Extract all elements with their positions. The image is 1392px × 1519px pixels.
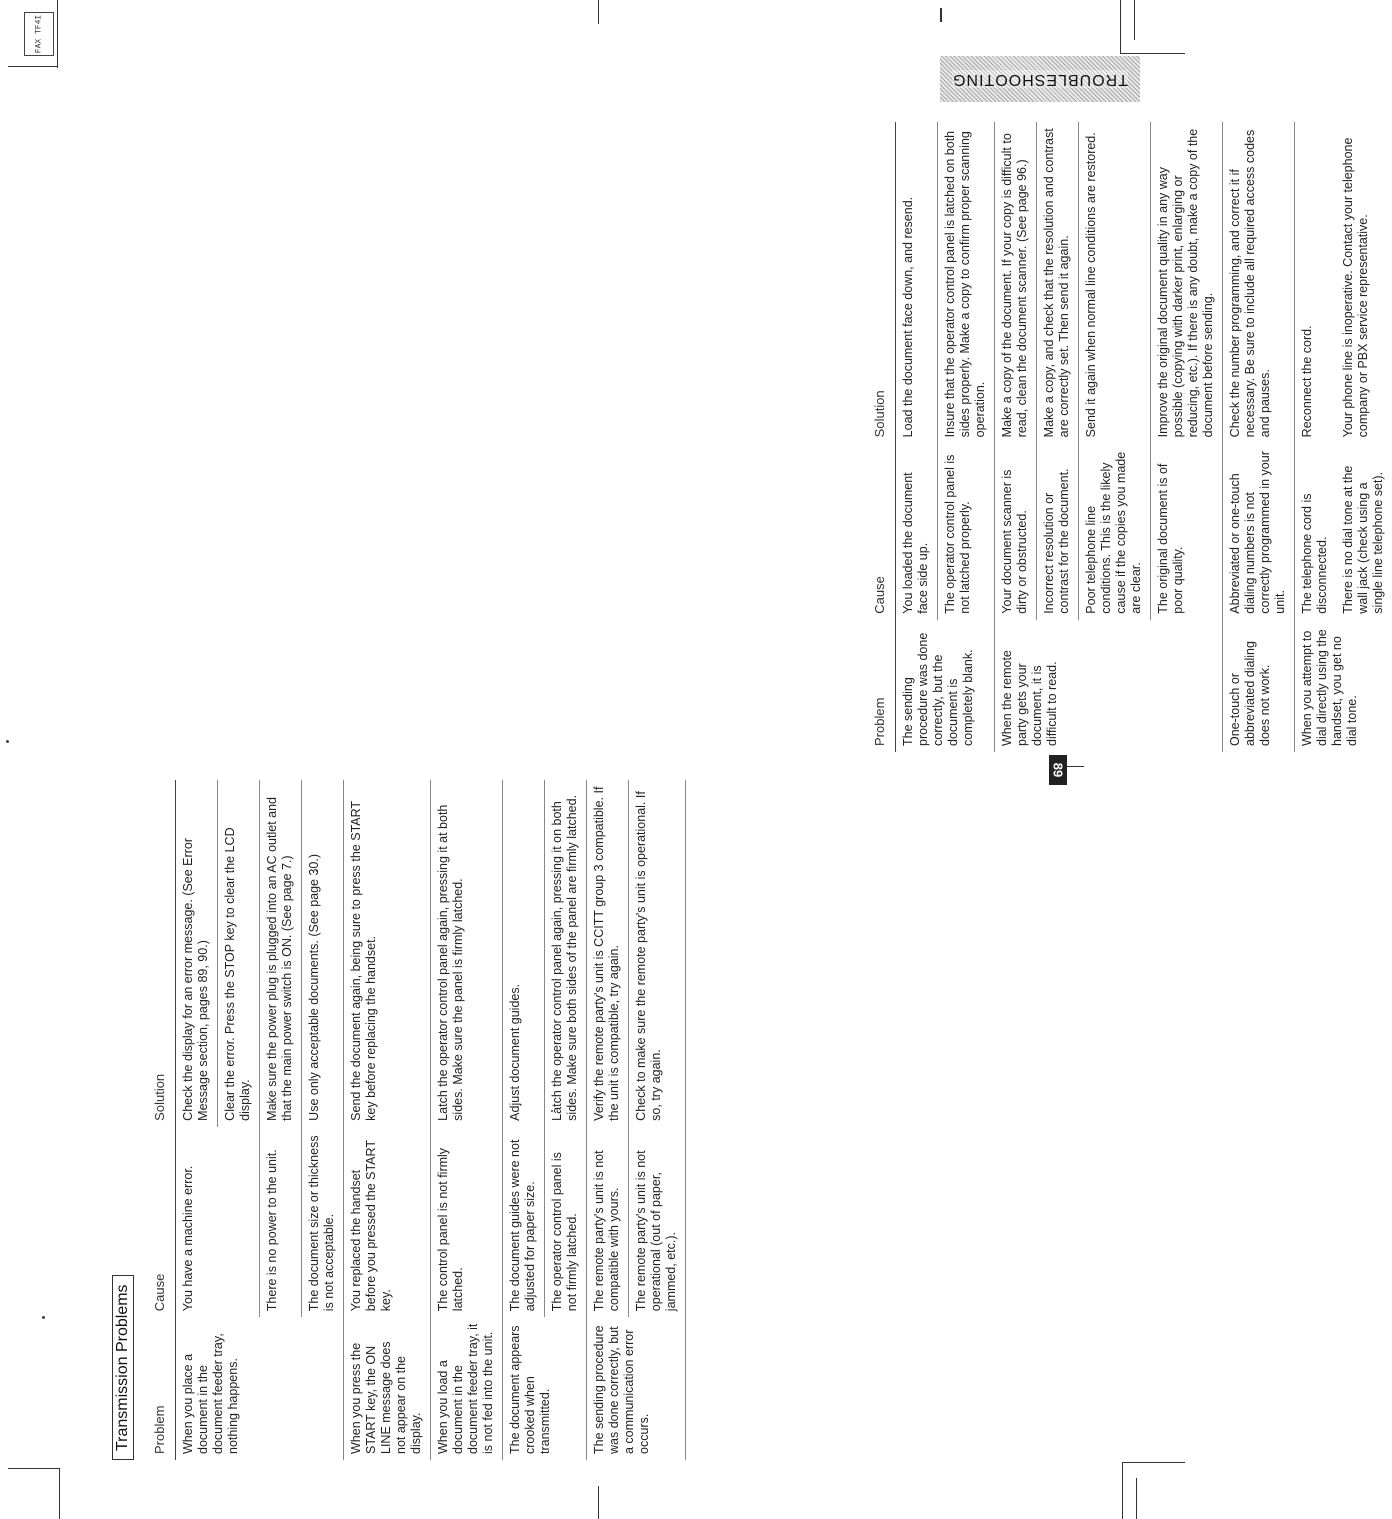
- crop-mark: [1122, 1462, 1185, 1463]
- crop-mark: [598, 0, 599, 24]
- crop-mark: [1066, 766, 1084, 767]
- solution-cell: Verify the remote party's unit is CCITT group 3 compatible. If the unit is compatible, try again.: [587, 780, 629, 1127]
- header-cause: Cause: [150, 1127, 176, 1317]
- problem-cell: When you attempt to dial directly using the handset, you get no dial tone.: [1300, 629, 1359, 746]
- page-number-text: 89: [1050, 762, 1066, 778]
- cause-cell: [218, 1127, 260, 1317]
- solution-cell: Send the document again, being sure to press the START key before replacing the handset.: [344, 780, 431, 1127]
- problem-cell: The document appears crooked when transmitted.: [503, 1317, 587, 1460]
- cause-cell: Poor telephone line conditions. This is the likely cause if the copies you made are clear.: [1079, 443, 1151, 619]
- page-number: [1049, 755, 1067, 785]
- problem-cell: When you load a document in the document feeder tray, it is not fed into the unit.: [431, 1317, 503, 1460]
- cause-cell: You replaced the handset before you pressed the START key.: [344, 1127, 431, 1317]
- solution-cell: Your phone line is inoperative. Contact your telephone company or PBX service representative.: [1341, 137, 1370, 438]
- header-solution: Solution: [150, 780, 176, 1127]
- crop-mark: [1120, 0, 1121, 54]
- table-row: [344, 780, 431, 1460]
- cause-cell: The document size or thickness is not acceptable.: [302, 1127, 344, 1317]
- crop-mark: [1122, 1462, 1123, 1519]
- header-problem: Problem: [870, 620, 896, 752]
- table-row: [995, 122, 1037, 752]
- cause-cell: The remote party's unit is not compatible with yours.: [587, 1127, 629, 1317]
- solution-cell: Use only acceptable documents. (See page 30.): [302, 780, 344, 1127]
- problem-cell: When the remote party gets your document, it is difficult to read.: [995, 620, 1223, 752]
- problem-cell: The sending procedure was done correctly, but a communication error occurs.: [587, 1317, 686, 1460]
- solution-cell: Load the document face down, and resend.: [896, 122, 938, 443]
- transmission-problems-table-1: [150, 780, 686, 1460]
- problem-cell: When you press the START key, the ON LINE message does not appear on the display.: [344, 1317, 431, 1460]
- solution-cell: Latch the operator control panel again, pressing it at both sides. Make sure the panel is firmly latched.: [431, 780, 503, 1127]
- corner-tag: [24, 12, 54, 56]
- table-row: [896, 122, 938, 752]
- table-row: [176, 780, 218, 1460]
- cause-cell: The operator control panel is not firmly latched.: [545, 1127, 587, 1317]
- solution-cell: Insure that the operator control panel is latched on both sides properly. Make a copy to confirm proper scanning operation.: [938, 122, 995, 443]
- problem-cell: One-touch or abbreviated dialing does not work.: [1223, 620, 1295, 752]
- problem-cell: When you place a document in the document feeder tray, nothing happens.: [176, 1317, 344, 1460]
- crop-mark: [598, 1486, 599, 1519]
- section-tab: [940, 56, 1140, 102]
- solution-cell: Reconnect the cord.: [1300, 325, 1314, 438]
- header-solution: Solution: [870, 122, 896, 443]
- transmission-problems-table-2: [870, 122, 1392, 752]
- corner-tag-text: FAX TF4I: [34, 14, 44, 54]
- scan-speck: [6, 740, 9, 743]
- cause-cell: Your document scanner is dirty or obstructed.: [995, 443, 1037, 619]
- cause-cell: The telephone cord is disconnected.: [1300, 493, 1329, 614]
- solution-cell: Improve the original document quality in any way possible (copying with darker print, enlarging or reducing, etc.). If there is any doubt, make a copy of the document before sending.: [1151, 122, 1223, 443]
- solution-cell: Adjust document guides.: [503, 780, 545, 1127]
- cause-cell: Incorrect resolution or contrast for the document.: [1037, 443, 1079, 619]
- cause-cell: You loaded the document face side up.: [896, 443, 938, 619]
- solution-cell: Make a copy, and check that the resolution and contrast are correctly set. Then send it again.: [1037, 122, 1079, 443]
- table-row: [503, 780, 545, 1460]
- cause-cell: There is no power to the unit.: [260, 1127, 302, 1317]
- solution-cell: Make a copy of the document. If your copy is difficult to read, clean the document scanner. (See page 96.): [995, 122, 1037, 443]
- cause-cell: The control panel is not firmly latched.: [431, 1127, 503, 1317]
- solution-cell: Check to make sure the remote party's unit is operational. If so, try again.: [629, 780, 686, 1127]
- crop-mark: [1134, 0, 1135, 40]
- table-row: [1295, 122, 1337, 752]
- solution-cell: Make sure the power plug is plugged into an AC outlet and that the main power switch is ON. (See page 7.): [260, 780, 302, 1127]
- left-panel: [112, 780, 952, 1460]
- solution-cell: Check the display for an error message. (See Error Message section, pages 89, 90.): [176, 780, 218, 1127]
- cause-cell: The operator control panel is not latched properly.: [938, 443, 995, 619]
- header-problem: Problem: [150, 1317, 176, 1460]
- right-panel: [870, 122, 1385, 752]
- crop-mark: [8, 1468, 60, 1469]
- crop-mark: [940, 8, 942, 22]
- problem-cell: The sending procedure was done correctly, but the document is completely blank.: [896, 620, 995, 752]
- scan-speck: [42, 1316, 45, 1319]
- table-row: [431, 780, 503, 1460]
- solution-cell: Check the number programming, and correct it if necessary. Be sure to include all required access codes and pauses.: [1223, 122, 1295, 443]
- header-cause: Cause: [870, 443, 896, 619]
- table-row: [587, 780, 629, 1460]
- section-title: Transmission Problems: [112, 1275, 134, 1460]
- cause-cell: The remote party's unit is not operational (out of paper, jammed, etc.).: [629, 1127, 686, 1317]
- solution-cell: Clear the error. Press the STOP key to clear the LCD display.: [218, 780, 260, 1127]
- table-row: [1223, 122, 1295, 752]
- solution-cell: Latch the operator control panel again, pressing it on both sides. Make sure both sides of the panel are firmly latched.: [545, 780, 587, 1127]
- solution-cell: Send it again when normal line conditions are restored.: [1079, 122, 1151, 443]
- crop-mark: [1120, 53, 1185, 54]
- crop-mark: [59, 1468, 60, 1519]
- cause-cell: Abbreviated or one-touch dialing numbers is not correctly programmed in your unit.: [1223, 443, 1295, 619]
- section-tab-text: TROUBLESHOOTING: [952, 71, 1128, 88]
- crop-mark: [1136, 1478, 1137, 1519]
- cause-cell: The document guides were not adjusted for paper size.: [503, 1127, 545, 1317]
- crop-mark: [8, 66, 58, 67]
- cause-cell: You have a machine error.: [181, 1165, 195, 1312]
- cause-cell: The original document is of poor quality.: [1151, 443, 1223, 619]
- crop-mark: [57, 0, 58, 68]
- cause-cell: There is no dial tone at the wall jack (check using a single line telephone set).: [1341, 465, 1385, 614]
